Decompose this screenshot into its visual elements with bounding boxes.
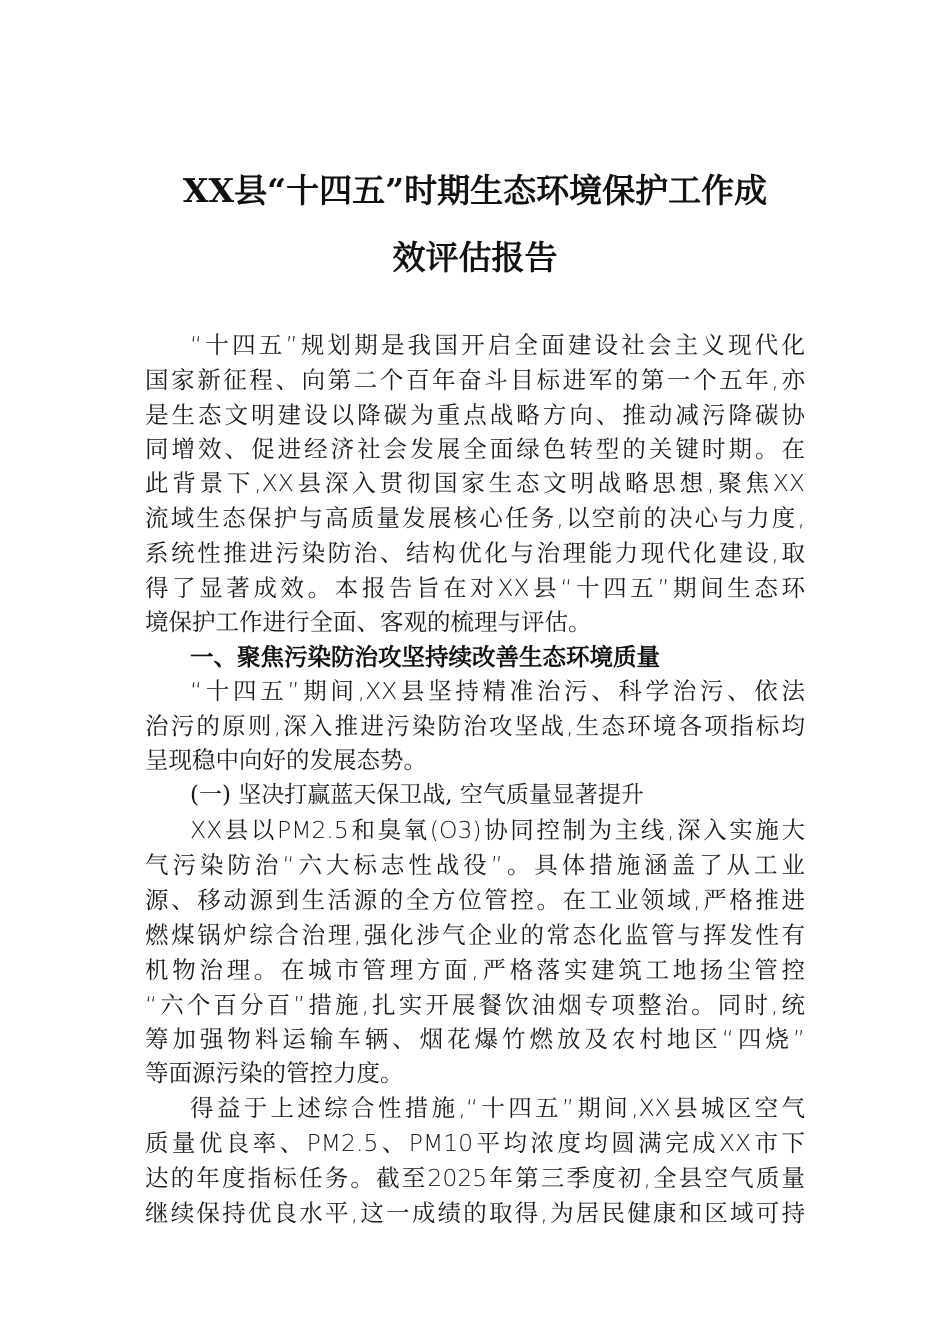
section-line: 治污的原则,深入推进污染防治攻坚战,生态环境各项指标均 bbox=[145, 712, 805, 740]
paragraph-line: 筹加强物料运输车辆、烟花爆竹燃放及农村地区“四烧” bbox=[145, 1025, 805, 1053]
intro-line: 国家新征程、向第二个百年奋斗目标进军的第一个五年,亦 bbox=[145, 366, 805, 394]
intro-line: “十四五”规划期是我国开启全面建设社会主义现代化 bbox=[190, 331, 805, 359]
paragraph-line: 继续保持优良水平,这一成绩的取得,为居民健康和区域可持 bbox=[145, 1199, 805, 1227]
section-line: “十四五”期间,XX县坚持精准治污、科学治污、依法 bbox=[190, 677, 805, 705]
paragraph-line: 机物治理。在城市管理方面,严格落实建筑工地扬尘管控 bbox=[145, 956, 805, 984]
paragraph-line: 质量优良率、PM2.5、PM10平均浓度均圆满完成XX市下 bbox=[145, 1129, 805, 1157]
paragraph-line: 得益于上述综合性措施,“十四五”期间,XX县城区空气 bbox=[190, 1094, 805, 1122]
intro-line: 同增效、促进经济社会发展全面绿色转型的关键时期。在 bbox=[145, 435, 805, 463]
paragraph-line: XX县以PM2.5和臭氧(O3)协同控制为主线,深入实施大 bbox=[190, 816, 805, 844]
paragraph-line: “六个百分百”措施,扎实开展餐饮油烟专项整治。同时,统 bbox=[145, 991, 805, 1019]
section-heading: 一、聚焦污染防治攻坚持续改善生态环境质量 bbox=[190, 643, 660, 671]
paragraph-line: 源、移动源到生活源的全方位管控。在工业领域,严格推进 bbox=[145, 886, 805, 914]
section-line: 呈现稳中向好的发展态势。 bbox=[145, 746, 427, 774]
intro-line: 流域生态保护与高质量发展核心任务,以空前的决心与力度, bbox=[145, 504, 805, 532]
document-title-line-1: XX县“十四五”时期生态环境保护工作成 bbox=[182, 171, 768, 210]
paragraph-line: 等面源污染的管控力度。 bbox=[145, 1059, 404, 1087]
intro-line: 此背景下,XX县深入贯彻国家生态文明战略思想,聚焦XX bbox=[145, 469, 805, 497]
paragraph-line: 燃煤锅炉综合治理,强化涉气企业的常态化监管与挥发性有 bbox=[145, 921, 805, 949]
subsection-heading: (一) 坚决打赢蓝天保卫战, 空气质量显著提升 bbox=[190, 782, 644, 808]
intro-line: 系统性推进污染防治、结构优化与治理能力现代化建设,取 bbox=[145, 539, 805, 567]
document-title-line-2: 效评估报告 bbox=[392, 238, 558, 277]
paragraph-line: 气污染防治“六大标志性战役”。具体措施涵盖了从工业 bbox=[145, 851, 805, 879]
paragraph-line: 达的年度指标任务。截至2025年第三季度初,全县空气质量 bbox=[145, 1164, 805, 1192]
intro-line: 得了显著成效。本报告旨在对XX县“十四五”期间生态环 bbox=[145, 574, 805, 602]
intro-line: 境保护工作进行全面、客观的梳理与评估。 bbox=[145, 608, 592, 636]
intro-line: 是生态文明建设以降碳为重点战略方向、推动减污降碳协 bbox=[145, 401, 805, 429]
